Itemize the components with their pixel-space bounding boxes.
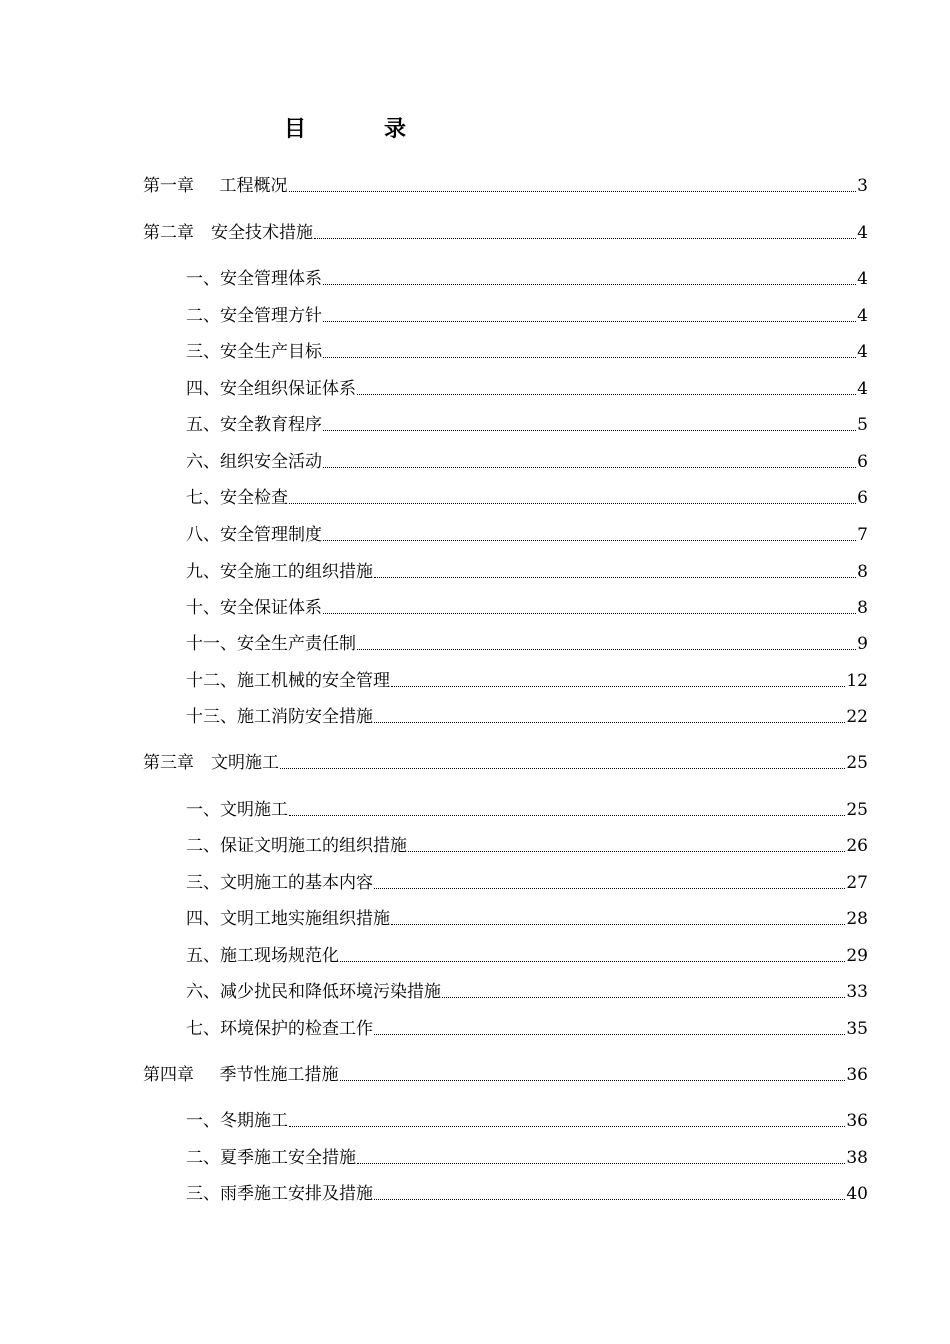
toc-section-entry[interactable] bbox=[186, 834, 868, 858]
toc-page-number: 27 bbox=[846, 873, 868, 893]
toc-section-entry[interactable] bbox=[186, 1109, 868, 1133]
toc-chapter-entry[interactable] bbox=[143, 751, 868, 775]
toc-entry-label: 九、安全施工的组织措施 bbox=[186, 562, 373, 582]
toc-page-number: 22 bbox=[846, 707, 868, 727]
toc-dot-leader bbox=[357, 393, 856, 395]
toc-section-entry[interactable] bbox=[186, 340, 868, 364]
toc-dot-leader bbox=[323, 356, 856, 358]
toc-section-entry[interactable] bbox=[186, 560, 868, 584]
toc-dot-leader bbox=[323, 612, 856, 614]
toc-entry-label: 三、文明施工的基本内容 bbox=[186, 873, 373, 893]
toc-dot-leader bbox=[289, 502, 856, 504]
toc-entry-label: 四、安全组织保证体系 bbox=[186, 379, 356, 399]
toc-section-entry[interactable] bbox=[186, 705, 868, 729]
toc-page-number: 4 bbox=[857, 342, 868, 362]
toc-page-number: 3 bbox=[857, 176, 868, 196]
toc-page-number: 25 bbox=[846, 800, 868, 820]
toc-section-entry[interactable] bbox=[186, 523, 868, 547]
toc-section-entry[interactable] bbox=[186, 596, 868, 620]
toc-dot-leader bbox=[374, 1033, 845, 1035]
toc-page-number: 4 bbox=[857, 223, 868, 243]
toc-page-number: 28 bbox=[846, 909, 868, 929]
toc-dot-leader bbox=[323, 539, 856, 541]
toc-entry-label: 七、环境保护的检查工作 bbox=[186, 1019, 373, 1039]
toc-section-entry[interactable] bbox=[186, 377, 868, 401]
toc-dot-leader bbox=[289, 814, 845, 816]
toc-section-entry[interactable] bbox=[186, 486, 868, 510]
toc-entry-label: 第四章 季节性施工措施 bbox=[143, 1065, 339, 1085]
toc-dot-leader bbox=[374, 1198, 845, 1200]
toc-entry-label: 二、保证文明施工的组织措施 bbox=[186, 836, 407, 856]
toc-page-number: 4 bbox=[857, 379, 868, 399]
toc-section-entry[interactable] bbox=[186, 632, 868, 656]
toc-page-number: 4 bbox=[857, 269, 868, 289]
toc-dot-leader bbox=[374, 576, 856, 578]
toc-entry-label: 第二章 安全技术措施 bbox=[143, 223, 313, 243]
toc-entry-label: 十二、施工机械的安全管理 bbox=[186, 671, 390, 691]
toc-entry-label: 一、冬期施工 bbox=[186, 1111, 288, 1131]
toc-dot-leader bbox=[340, 960, 845, 962]
toc-section-entry[interactable] bbox=[186, 944, 868, 968]
toc-dot-leader bbox=[280, 767, 845, 769]
toc-entry-label: 七、安全检查 bbox=[186, 488, 288, 508]
toc-page-number: 6 bbox=[857, 488, 868, 508]
toc-page-number: 29 bbox=[846, 946, 868, 966]
toc-page-number: 36 bbox=[846, 1111, 868, 1131]
toc-dot-leader bbox=[442, 996, 845, 998]
toc-chapter-entry[interactable] bbox=[143, 1063, 868, 1087]
toc-entry-label: 三、安全生产目标 bbox=[186, 342, 322, 362]
toc-dot-leader bbox=[374, 721, 845, 723]
toc-dot-leader bbox=[408, 850, 845, 852]
toc-entry-label: 第一章 工程概况 bbox=[143, 176, 288, 196]
toc-entry-label: 五、安全教育程序 bbox=[186, 415, 322, 435]
toc-page-number: 38 bbox=[846, 1148, 868, 1168]
toc-chapter-entry[interactable] bbox=[143, 174, 868, 198]
toc-dot-leader bbox=[391, 685, 845, 687]
toc-page-number: 7 bbox=[857, 525, 868, 545]
toc-title-char-1: 目 bbox=[283, 116, 306, 142]
toc-page-number: 33 bbox=[846, 982, 868, 1002]
toc-dot-leader bbox=[289, 1125, 845, 1127]
toc-page-number: 6 bbox=[857, 452, 868, 472]
toc-chapter-entry[interactable] bbox=[143, 221, 868, 245]
toc-section-entry[interactable] bbox=[186, 267, 868, 291]
toc-section-entry[interactable] bbox=[186, 304, 868, 328]
toc-entry-label: 十、安全保证体系 bbox=[186, 598, 322, 618]
toc-entry-label: 八、安全管理制度 bbox=[186, 525, 322, 545]
toc-entry-label: 四、文明工地实施组织措施 bbox=[186, 909, 390, 929]
toc-page-number: 8 bbox=[857, 598, 868, 618]
toc-entry-label: 十三、施工消防安全措施 bbox=[186, 707, 373, 727]
toc-section-entry[interactable] bbox=[186, 798, 868, 822]
toc-page-number: 4 bbox=[857, 306, 868, 326]
toc-dot-leader bbox=[391, 923, 845, 925]
toc-page-number: 26 bbox=[846, 836, 868, 856]
toc-section-entry[interactable] bbox=[186, 450, 868, 474]
toc-page-number: 25 bbox=[846, 753, 868, 773]
toc-entry-label: 一、文明施工 bbox=[186, 800, 288, 820]
toc-entry-label: 三、雨季施工安排及措施 bbox=[186, 1184, 373, 1204]
toc-page-number: 35 bbox=[846, 1019, 868, 1039]
toc-title-char-2: 录 bbox=[384, 116, 407, 142]
toc-dot-leader bbox=[340, 1079, 846, 1081]
toc-dot-leader bbox=[323, 466, 856, 468]
toc-section-entry[interactable] bbox=[186, 1182, 868, 1206]
toc-dot-leader bbox=[357, 1162, 845, 1164]
toc-section-entry[interactable] bbox=[186, 871, 868, 895]
toc-section-entry[interactable] bbox=[186, 413, 868, 437]
toc-section-entry[interactable] bbox=[186, 669, 868, 693]
toc-entry-label: 十一、安全生产责任制 bbox=[186, 634, 356, 654]
toc-page-number: 5 bbox=[857, 415, 868, 435]
toc-entry-label: 二、安全管理方针 bbox=[186, 306, 322, 326]
toc-dot-leader bbox=[323, 283, 856, 285]
toc-page-number: 8 bbox=[857, 562, 868, 582]
toc-section-entry[interactable] bbox=[186, 1017, 868, 1041]
toc-dot-leader bbox=[289, 190, 857, 192]
toc-page-number: 12 bbox=[846, 671, 868, 691]
toc-dot-leader bbox=[357, 648, 856, 650]
toc-entry-label: 六、组织安全活动 bbox=[186, 452, 322, 472]
toc-entry-label: 一、安全管理体系 bbox=[186, 269, 322, 289]
toc-dot-leader bbox=[323, 320, 856, 322]
toc-page-number: 40 bbox=[846, 1184, 868, 1204]
toc-page-number: 9 bbox=[857, 634, 868, 654]
toc-entry-label: 第三章 文明施工 bbox=[143, 753, 279, 773]
toc-dot-leader bbox=[323, 429, 856, 431]
toc-section-entry[interactable] bbox=[186, 907, 868, 931]
toc-dot-leader bbox=[314, 237, 856, 239]
toc-dot-leader bbox=[374, 887, 845, 889]
toc-section-entry[interactable] bbox=[186, 980, 868, 1004]
toc-entry-label: 五、施工现场规范化 bbox=[186, 946, 339, 966]
toc-title bbox=[0, 112, 690, 143]
toc-page-number: 36 bbox=[846, 1065, 868, 1085]
toc-entry-label: 六、减少扰民和降低环境污染措施 bbox=[186, 982, 441, 1002]
toc-entry-label: 二、夏季施工安全措施 bbox=[186, 1148, 356, 1168]
toc-section-entry[interactable] bbox=[186, 1146, 868, 1170]
